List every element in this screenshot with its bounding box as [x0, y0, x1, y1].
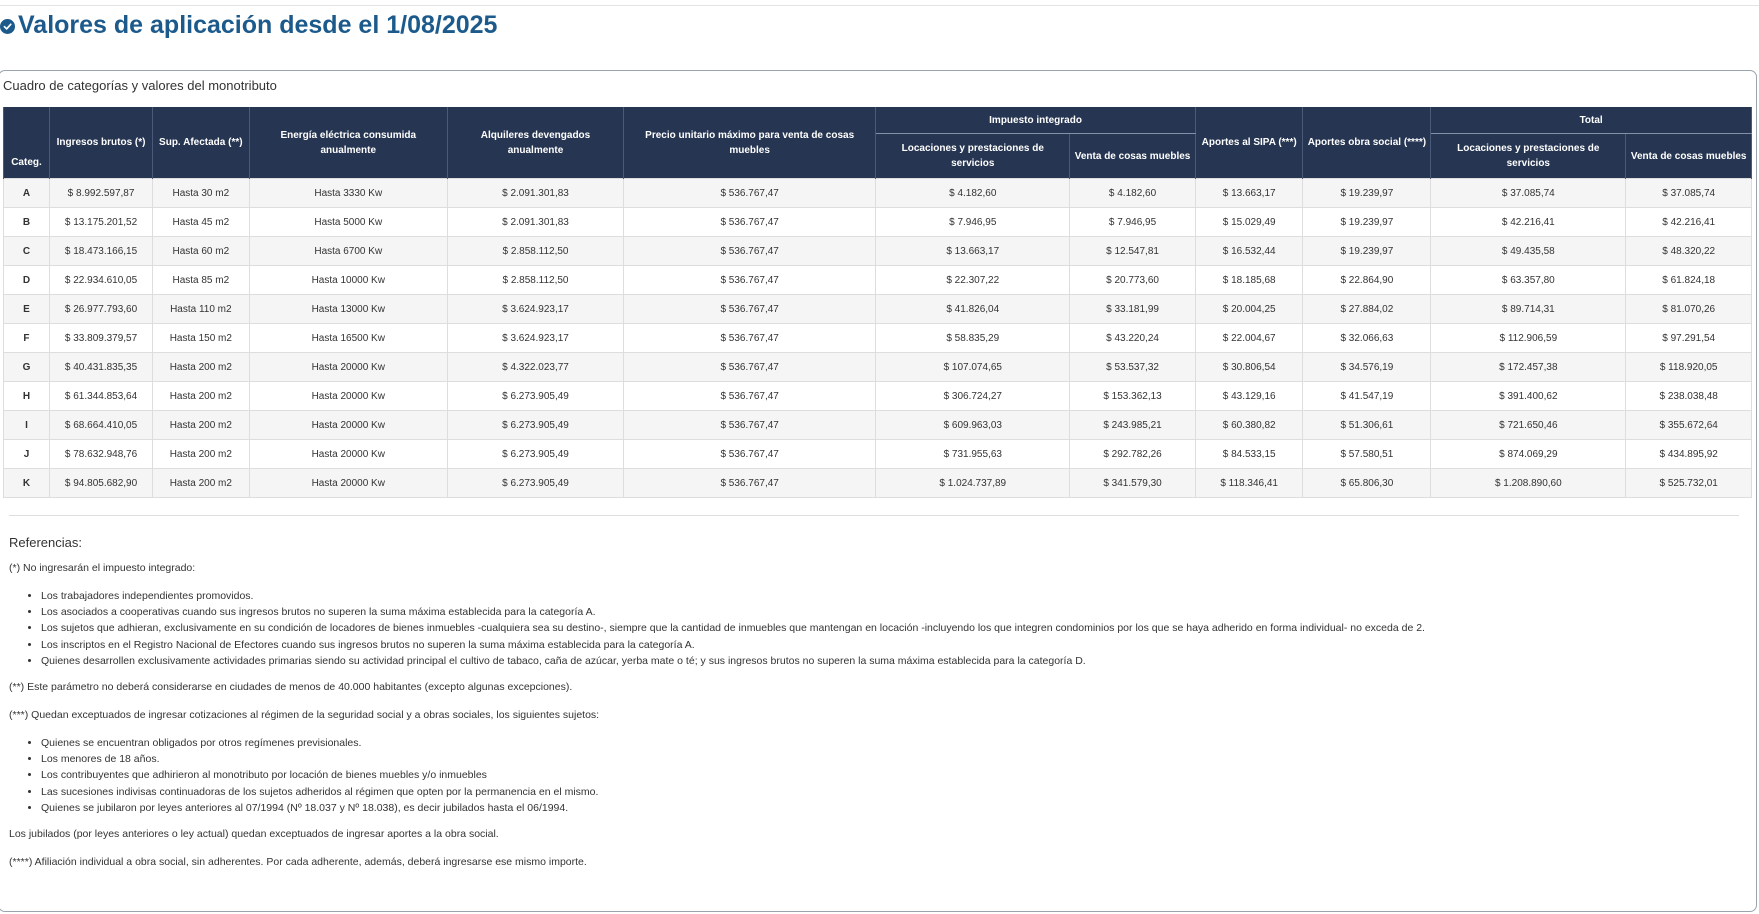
check-circle-icon — [0, 19, 15, 34]
cell-precio: $ 536.767,47 — [624, 266, 876, 295]
list-item: • Los sujetos que adhieran, exclusivamente en su condición de locadores de bienes inmuebles -cualquiera sea su destino-, siempre que la cantidad de inmuebles que mantengan en locación -incluyendo los que integren condominios por los que se haya adherido en forma individual- no exceda de 2. — [41, 620, 1739, 636]
page-title-text: Valores de aplicación desde el 1/08/2025 — [18, 10, 498, 39]
cell-ingresos: $ 68.664.410,05 — [49, 411, 152, 440]
cell-superficie: Hasta 150 m2 — [153, 324, 249, 353]
cell-total-locaciones: $ 89.714,31 — [1431, 295, 1626, 324]
cell-categoria: I — [4, 411, 50, 440]
cell-imp-locaciones: $ 58.835,29 — [876, 324, 1070, 353]
table-row — [4, 295, 1752, 324]
cell-categoria: K — [4, 469, 50, 498]
cell-imp-locaciones: $ 107.074,65 — [876, 353, 1070, 382]
cell-sipa: $ 22.004,67 — [1195, 324, 1303, 353]
reference-note-4: (****) Afiliación individual a obra social, sin adherentes. Por cada adherente, además, deberá ingresarse ese mismo importe. — [9, 856, 587, 869]
cell-total-locaciones: $ 874.069,29 — [1431, 440, 1626, 469]
cell-superficie: Hasta 200 m2 — [153, 353, 249, 382]
cell-total-venta: $ 48.320,22 — [1626, 237, 1752, 266]
cell-sipa: $ 43.129,16 — [1195, 382, 1303, 411]
cell-imp-venta: $ 12.547,81 — [1070, 237, 1196, 266]
cell-alquileres: $ 6.273.905,49 — [447, 382, 623, 411]
cell-superficie: Hasta 200 m2 — [153, 382, 249, 411]
cell-categoria: B — [4, 208, 50, 237]
cell-imp-venta: $ 7.946,95 — [1070, 208, 1196, 237]
cell-precio: $ 536.767,47 — [624, 353, 876, 382]
cell-ingresos: $ 22.934.610,05 — [49, 266, 152, 295]
cell-precio: $ 536.767,47 — [624, 208, 876, 237]
cell-sipa: $ 18.185,68 — [1195, 266, 1303, 295]
cell-energia: Hasta 5000 Kw — [249, 208, 447, 237]
table-row — [4, 324, 1752, 353]
cell-total-locaciones: $ 63.357,80 — [1431, 266, 1626, 295]
monotributo-table — [3, 107, 1752, 498]
cell-imp-locaciones: $ 609.963,03 — [876, 411, 1070, 440]
cell-categoria: F — [4, 324, 50, 353]
cell-imp-locaciones: $ 306.724,27 — [876, 382, 1070, 411]
monotributo-card — [0, 70, 1757, 912]
cell-imp-venta: $ 341.579,30 — [1070, 469, 1196, 498]
cell-superficie: Hasta 85 m2 — [153, 266, 249, 295]
header-superficie: Sup. Afectada (**) — [153, 107, 249, 179]
cell-alquileres: $ 3.624.923,17 — [447, 324, 623, 353]
table-row — [4, 382, 1752, 411]
table-row — [4, 237, 1752, 266]
cell-alquileres: $ 6.273.905,49 — [447, 411, 623, 440]
cell-superficie: Hasta 200 m2 — [153, 469, 249, 498]
cell-total-venta: $ 81.070,26 — [1626, 295, 1752, 324]
section-divider — [9, 515, 1739, 516]
cell-total-locaciones: $ 391.400,62 — [1431, 382, 1626, 411]
cell-categoria: C — [4, 237, 50, 266]
header-total-venta: Venta de cosas muebles — [1626, 134, 1752, 179]
cell-sipa: $ 30.806,54 — [1195, 353, 1303, 382]
cell-energia: Hasta 20000 Kw — [249, 382, 447, 411]
cell-total-venta: $ 61.824,18 — [1626, 266, 1752, 295]
header-group-impuesto: Impuesto integrado — [876, 107, 1196, 134]
cell-energia: Hasta 20000 Kw — [249, 353, 447, 382]
cell-obra-social: $ 22.864,90 — [1303, 266, 1431, 295]
cell-precio: $ 536.767,47 — [624, 324, 876, 353]
cell-total-venta: $ 97.291,54 — [1626, 324, 1752, 353]
table-row — [4, 440, 1752, 469]
cell-alquileres: $ 4.322.023,77 — [447, 353, 623, 382]
cell-precio: $ 536.767,47 — [624, 295, 876, 324]
cell-imp-locaciones: $ 1.024.737,89 — [876, 469, 1070, 498]
references-title: Referencias: — [9, 535, 82, 550]
cell-energia: Hasta 10000 Kw — [249, 266, 447, 295]
cell-ingresos: $ 40.431.835,35 — [49, 353, 152, 382]
cell-categoria: H — [4, 382, 50, 411]
cell-categoria: E — [4, 295, 50, 324]
cell-alquileres: $ 3.624.923,17 — [447, 295, 623, 324]
cell-energia: Hasta 13000 Kw — [249, 295, 447, 324]
cell-ingresos: $ 33.809.379,57 — [49, 324, 152, 353]
cell-imp-venta: $ 292.782,26 — [1070, 440, 1196, 469]
header-impuesto-venta: Venta de cosas muebles — [1070, 134, 1196, 179]
table-row — [4, 266, 1752, 295]
list-item: • Los menores de 18 años. — [41, 751, 1739, 767]
header-energia: Energía eléctrica consumida anualmente — [249, 107, 447, 179]
cell-sipa: $ 15.029,49 — [1195, 208, 1303, 237]
list-item: • Las sucesiones indivisas continuadoras de los sujetos adheridos al régimen que opten por la permanencia en el mismo. — [41, 784, 1739, 800]
cell-total-locaciones: $ 172.457,38 — [1431, 353, 1626, 382]
reference-note-2: (**) Este parámetro no deberá considerarse en ciudades de menos de 40.000 habitantes (excepto algunas excepciones). — [9, 681, 573, 694]
references-section — [9, 535, 1739, 882]
reference-list-1 — [9, 588, 1739, 669]
cell-imp-locaciones: $ 22.307,22 — [876, 266, 1070, 295]
list-item: • Quienes se jubilaron por leyes anteriores al 07/1994 (Nº 18.037 y Nº 18.038), es decir jubilados hasta el 06/1994. — [41, 800, 1739, 816]
cell-sipa: $ 16.532,44 — [1195, 237, 1303, 266]
cell-imp-venta: $ 153.362,13 — [1070, 382, 1196, 411]
cell-superficie: Hasta 200 m2 — [153, 411, 249, 440]
cell-categoria: D — [4, 266, 50, 295]
table-row — [4, 469, 1752, 498]
header-total-locaciones: Locaciones y prestaciones de servicios — [1431, 134, 1626, 179]
cell-categoria: A — [4, 179, 50, 208]
reference-note-jubilados: Los jubilados (por leyes anteriores o ley actual) quedan exceptuados de ingresar aportes a la obra social. — [9, 828, 499, 841]
table-row — [4, 353, 1752, 382]
cell-alquileres: $ 6.273.905,49 — [447, 469, 623, 498]
cell-total-venta: $ 37.085,74 — [1626, 179, 1752, 208]
header-ingresos-brutos: Ingresos brutos (*) — [49, 107, 152, 179]
page-title — [0, 8, 497, 42]
cell-alquileres: $ 6.273.905,49 — [447, 440, 623, 469]
cell-total-venta: $ 434.895,92 — [1626, 440, 1752, 469]
top-divider — [0, 5, 1759, 6]
cell-energia: Hasta 16500 Kw — [249, 324, 447, 353]
cell-total-locaciones: $ 721.650,46 — [1431, 411, 1626, 440]
cell-total-locaciones: $ 112.906,59 — [1431, 324, 1626, 353]
list-item: • Quienes desarrollen exclusivamente actividades primarias siendo su actividad principal el cultivo de tabaco, caña de azúcar, yerba mate o té; y sus ingresos brutos no superen la suma máxima establecida para la categoría D. — [41, 653, 1739, 669]
header-precio-unitario: Precio unitario máximo para venta de cosas muebles — [624, 107, 876, 179]
cell-total-locaciones: $ 37.085,74 — [1431, 179, 1626, 208]
cell-sipa: $ 118.346,41 — [1195, 469, 1303, 498]
header-aportes-obra-social: Aportes obra social (****) — [1303, 107, 1431, 179]
table-row — [4, 411, 1752, 440]
cell-total-venta: $ 42.216,41 — [1626, 208, 1752, 237]
cell-obra-social: $ 19.239,97 — [1303, 179, 1431, 208]
cell-ingresos: $ 13.175.201,52 — [49, 208, 152, 237]
header-alquileres: Alquileres devengados anualmente — [447, 107, 623, 179]
cell-total-locaciones: $ 1.208.890,60 — [1431, 469, 1626, 498]
cell-alquileres: $ 2.091.301,83 — [447, 208, 623, 237]
cell-precio: $ 536.767,47 — [624, 179, 876, 208]
cell-obra-social: $ 27.884,02 — [1303, 295, 1431, 324]
cell-precio: $ 536.767,47 — [624, 237, 876, 266]
cell-ingresos: $ 94.805.682,90 — [49, 469, 152, 498]
cell-total-venta: $ 525.732,01 — [1626, 469, 1752, 498]
cell-superficie: Hasta 45 m2 — [153, 208, 249, 237]
cell-obra-social: $ 19.239,97 — [1303, 208, 1431, 237]
list-item: • Los asociados a cooperativas cuando sus ingresos brutos no superen la suma máxima establecida para la categoría A. — [41, 604, 1739, 620]
cell-ingresos: $ 18.473.166,15 — [49, 237, 152, 266]
cell-precio: $ 536.767,47 — [624, 440, 876, 469]
cell-obra-social: $ 41.547,19 — [1303, 382, 1431, 411]
cell-obra-social: $ 57.580,51 — [1303, 440, 1431, 469]
cell-categoria: G — [4, 353, 50, 382]
cell-total-venta: $ 355.672,64 — [1626, 411, 1752, 440]
cell-energia: Hasta 20000 Kw — [249, 411, 447, 440]
header-aportes-sipa: Aportes al SIPA (***) — [1195, 107, 1303, 179]
list-item: • Los trabajadores independientes promovidos. — [41, 588, 1739, 604]
cell-imp-venta: $ 53.537,32 — [1070, 353, 1196, 382]
cell-ingresos: $ 8.992.597,87 — [49, 179, 152, 208]
cell-obra-social: $ 32.066,63 — [1303, 324, 1431, 353]
cell-ingresos: $ 61.344.853,64 — [49, 382, 152, 411]
cell-imp-venta: $ 243.985,21 — [1070, 411, 1196, 440]
cell-superficie: Hasta 30 m2 — [153, 179, 249, 208]
table-row — [4, 208, 1752, 237]
cell-obra-social: $ 51.306,61 — [1303, 411, 1431, 440]
list-item: • Los contribuyentes que adhirieron al monotributo por locación de bienes muebles y/o inmuebles — [41, 767, 1739, 783]
list-item: • Quienes se encuentran obligados por otros regímenes previsionales. — [41, 735, 1739, 751]
cell-energia: Hasta 6700 Kw — [249, 237, 447, 266]
cell-imp-venta: $ 33.181,99 — [1070, 295, 1196, 324]
cell-sipa: $ 20.004,25 — [1195, 295, 1303, 324]
cell-total-venta: $ 238.038,48 — [1626, 382, 1752, 411]
cell-sipa: $ 13.663,17 — [1195, 179, 1303, 208]
cell-alquileres: $ 2.858.112,50 — [447, 237, 623, 266]
cell-imp-locaciones: $ 731.955,63 — [876, 440, 1070, 469]
cell-imp-locaciones: $ 41.826,04 — [876, 295, 1070, 324]
cell-obra-social: $ 65.806,30 — [1303, 469, 1431, 498]
list-item: • Los inscriptos en el Registro Nacional de Efectores cuando sus ingresos brutos no superen la suma máxima establecida para la categoría A. — [41, 637, 1739, 653]
cell-alquileres: $ 2.091.301,83 — [447, 179, 623, 208]
cell-alquileres: $ 2.858.112,50 — [447, 266, 623, 295]
cell-precio: $ 536.767,47 — [624, 382, 876, 411]
reference-note-3: (***) Quedan exceptuados de ingresar cotizaciones al régimen de la seguridad social y a obras sociales, los siguientes sujetos: — [9, 709, 600, 722]
cell-obra-social: $ 34.576,19 — [1303, 353, 1431, 382]
cell-total-locaciones: $ 49.435,58 — [1431, 237, 1626, 266]
cell-sipa: $ 84.533,15 — [1195, 440, 1303, 469]
cell-ingresos: $ 26.977.793,60 — [49, 295, 152, 324]
cell-obra-social: $ 19.239,97 — [1303, 237, 1431, 266]
cell-imp-locaciones: $ 7.946,95 — [876, 208, 1070, 237]
header-categ: Categ. — [4, 107, 50, 179]
cell-total-venta: $ 118.920,05 — [1626, 353, 1752, 382]
cell-superficie: Hasta 60 m2 — [153, 237, 249, 266]
cell-imp-venta: $ 20.773,60 — [1070, 266, 1196, 295]
cell-sipa: $ 60.380,82 — [1195, 411, 1303, 440]
cell-imp-venta: $ 4.182,60 — [1070, 179, 1196, 208]
cell-superficie: Hasta 110 m2 — [153, 295, 249, 324]
table-caption: Cuadro de categorías y valores del monotributo — [3, 78, 277, 93]
header-group-total: Total — [1431, 107, 1752, 134]
cell-imp-locaciones: $ 4.182,60 — [876, 179, 1070, 208]
cell-precio: $ 536.767,47 — [624, 469, 876, 498]
header-impuesto-locaciones: Locaciones y prestaciones de servicios — [876, 134, 1070, 179]
cell-imp-venta: $ 43.220,24 — [1070, 324, 1196, 353]
table-row — [4, 179, 1752, 208]
cell-ingresos: $ 78.632.948,76 — [49, 440, 152, 469]
cell-total-locaciones: $ 42.216,41 — [1431, 208, 1626, 237]
reference-list-3 — [9, 735, 1739, 816]
cell-categoria: J — [4, 440, 50, 469]
cell-energia: Hasta 3330 Kw — [249, 179, 447, 208]
cell-imp-locaciones: $ 13.663,17 — [876, 237, 1070, 266]
reference-note-1: (*) No ingresarán el impuesto integrado: — [9, 562, 196, 574]
cell-energia: Hasta 20000 Kw — [249, 469, 447, 498]
cell-superficie: Hasta 200 m2 — [153, 440, 249, 469]
cell-energia: Hasta 20000 Kw — [249, 440, 447, 469]
cell-precio: $ 536.767,47 — [624, 411, 876, 440]
